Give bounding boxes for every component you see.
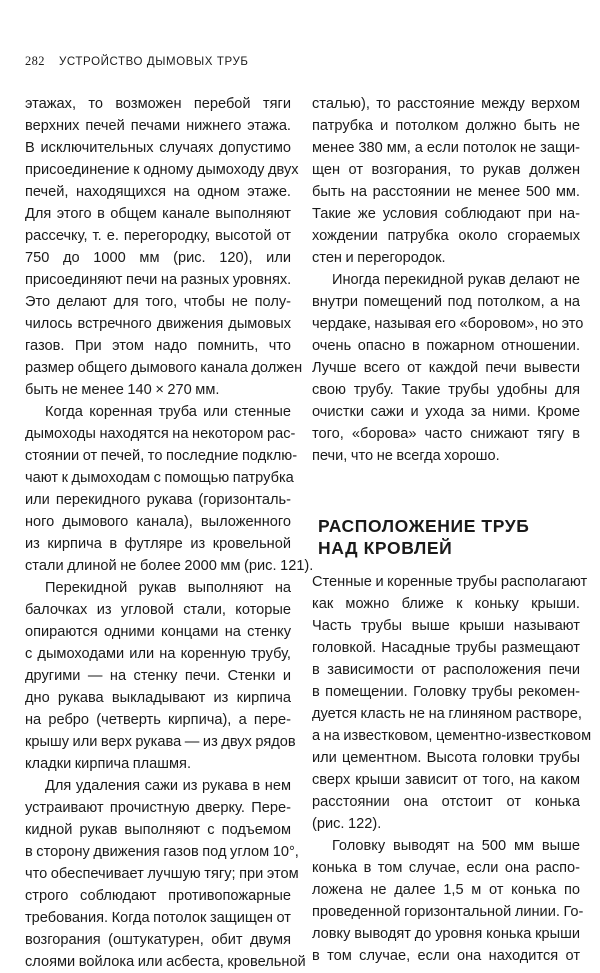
text-line: менее 380 мм, а если потолок не защи-	[312, 140, 580, 156]
text-line: стоянии от печей, то последние подклю-	[25, 448, 298, 464]
text-line: или перекидного рукава (горизонталь-	[25, 492, 291, 508]
text-line: ложена не далее 1,5 м от конька по	[312, 882, 580, 898]
text-line: чают к дымоходам с помощью патрубка	[25, 470, 294, 486]
text-line: крышу или верх рукава — из двух рядов	[25, 734, 296, 750]
text-line: ловку выводят до уровня конька крыши	[312, 926, 580, 942]
text-line: щен от возгорания, то рукав должен	[312, 162, 580, 178]
text-line: Для этого в общем канале выполняют	[25, 206, 291, 222]
text-line: в том случае, если она находится от	[312, 948, 580, 964]
text-line: Это делают для того, чтобы не полу-	[25, 294, 291, 310]
text-line: или цементном. Высота головки трубы	[312, 750, 580, 766]
text-line: сверх крыши зависит от того, на каком	[312, 772, 580, 788]
text-line: чердаке, называя его «боровом», но это	[312, 316, 584, 332]
running-header	[25, 54, 249, 69]
paragraph-start: Для удаления сажи из рукава в нем	[45, 778, 291, 794]
text-line: балочках из угловой стали, которые	[25, 602, 291, 618]
paragraph-start: Перекидной рукав выполняют на	[45, 580, 291, 596]
text-line: как можно ближе к коньку крыши.	[312, 596, 580, 612]
text-line: этажах, то возможен перебой тяги	[25, 96, 291, 112]
text-line: внутри помещений под потолком, а на	[312, 294, 580, 310]
text-line: быть не менее 140 × 270 мм.	[25, 382, 220, 398]
text-line: верхних печей печами нижнего этажа.	[25, 118, 291, 134]
text-line: чилось встречного движения дымовых	[25, 316, 291, 332]
page-number: 282	[25, 54, 45, 68]
text-line: 750 до 1000 мм (рис. 120), или	[25, 250, 291, 266]
text-line: того, «борова» часто снижают тягу в	[312, 426, 580, 442]
text-line: очистки сажи и ухода за ними. Кроме	[312, 404, 580, 420]
text-line: сталью), то расстояние между верхом	[312, 96, 580, 112]
text-line: Такие же условия соблюдают при на-	[312, 206, 580, 222]
text-line: в сторону движения газов под углом 10°,	[25, 844, 299, 860]
text-line: свою трубу. Такие трубы удобны для	[312, 382, 580, 398]
running-title: УСТРОЙСТВО ДЫМОВЫХ ТРУБ	[59, 56, 249, 68]
text-line: головкой. Насадные трубы размещают	[312, 640, 580, 656]
text-line: ного дымового канала), выложенного	[25, 514, 291, 530]
text-line: возгорания (оштукатурен, обит двумя	[25, 932, 291, 948]
paragraph-start: Головку выводят на 500 мм выше	[332, 838, 580, 854]
text-line: в зависимости от расположения печи	[312, 662, 580, 678]
text-line: размер общего дымового канала должен	[25, 360, 303, 376]
text-line: печи, что не всегда хорошо.	[312, 448, 500, 464]
text-line: что обеспечивает лучшую тягу; при этом	[25, 866, 299, 882]
text-line: проведенной горизонтальной линии. Го-	[312, 904, 584, 920]
text-line: в помещении. Головку трубы рекомен-	[312, 684, 580, 700]
text-line: устраивают прочистную дверку. Пере-	[25, 800, 291, 816]
text-line: Стенные и коренные трубы располагают	[312, 574, 588, 590]
text-line: (рис. 122).	[312, 816, 382, 832]
text-line: на ребро (четверть кирпича), а пере-	[25, 712, 291, 728]
text-line: строго соблюдают противопожарные	[25, 888, 291, 904]
paragraph-start: Когда коренная труба или стенные	[45, 404, 291, 420]
text-line: другими — на стенку печи. Стенки и	[25, 668, 291, 684]
text-line: дуется класть не на глиняном растворе,	[312, 706, 582, 722]
text-line: с дымоходами или на коренную трубу,	[25, 646, 291, 662]
text-line: а на известковом, цементно-известковом	[312, 728, 592, 744]
section-heading	[318, 515, 580, 559]
text-line: рассечку, т. е. перегородку, высотой от	[25, 228, 291, 244]
section-heading-line: РАСПОЛОЖЕНИЕ ТРУБ	[318, 516, 530, 536]
text-line: очень опасно в пожарном отношении.	[312, 338, 580, 354]
text-line: Часть трубы выше крыши называют	[312, 618, 580, 634]
text-line: конька в том случае, если она распо-	[312, 860, 580, 876]
text-line: присоединение к одному дымоходу двух	[25, 162, 299, 178]
text-line: В исключительных случаях допустимо	[25, 140, 291, 156]
text-line: кладки кирпича плашмя.	[25, 756, 192, 772]
text-line: кидной рукав выполняют с подъемом	[25, 822, 291, 838]
text-line: газов. При этом надо помнить, что	[25, 338, 291, 354]
text-line: опираются одними концами на стенку	[25, 624, 291, 640]
text-line: из кирпича в футляре из кровельной	[25, 536, 291, 552]
text-line: требования. Когда потолок защищен от	[25, 910, 291, 926]
text-line: дно рукава выкладывают из кирпича	[25, 690, 291, 706]
text-line: Лучше всего от каждой печи вывести	[312, 360, 580, 376]
text-line: патрубка и потолком должно быть не	[312, 118, 580, 134]
paragraph-start: Иногда перекидной рукав делают не	[332, 272, 580, 288]
text-line: быть на расстоянии не менее 500 мм.	[312, 184, 580, 200]
right-column	[312, 93, 592, 967]
text-line: расстоянии она отстоит от конька	[312, 794, 580, 810]
section-heading-line: НАД КРОВЛЕЙ	[318, 538, 453, 558]
text-line: стен и перегородок.	[312, 250, 446, 266]
text-line: хождении патрубка около сгораемых	[312, 228, 580, 244]
text-line: присоединяют печи на разных уровнях.	[25, 272, 292, 288]
text-line: стали длиной не более 2000 мм (рис. 121).	[25, 558, 314, 574]
text-line: дымоходы находятся на некотором рас-	[25, 426, 296, 442]
text-line: печей, находящихся на одном этаже.	[25, 184, 291, 200]
text-line: слоями войлока или асбеста, кровельной	[25, 954, 306, 970]
left-column	[25, 93, 314, 973]
